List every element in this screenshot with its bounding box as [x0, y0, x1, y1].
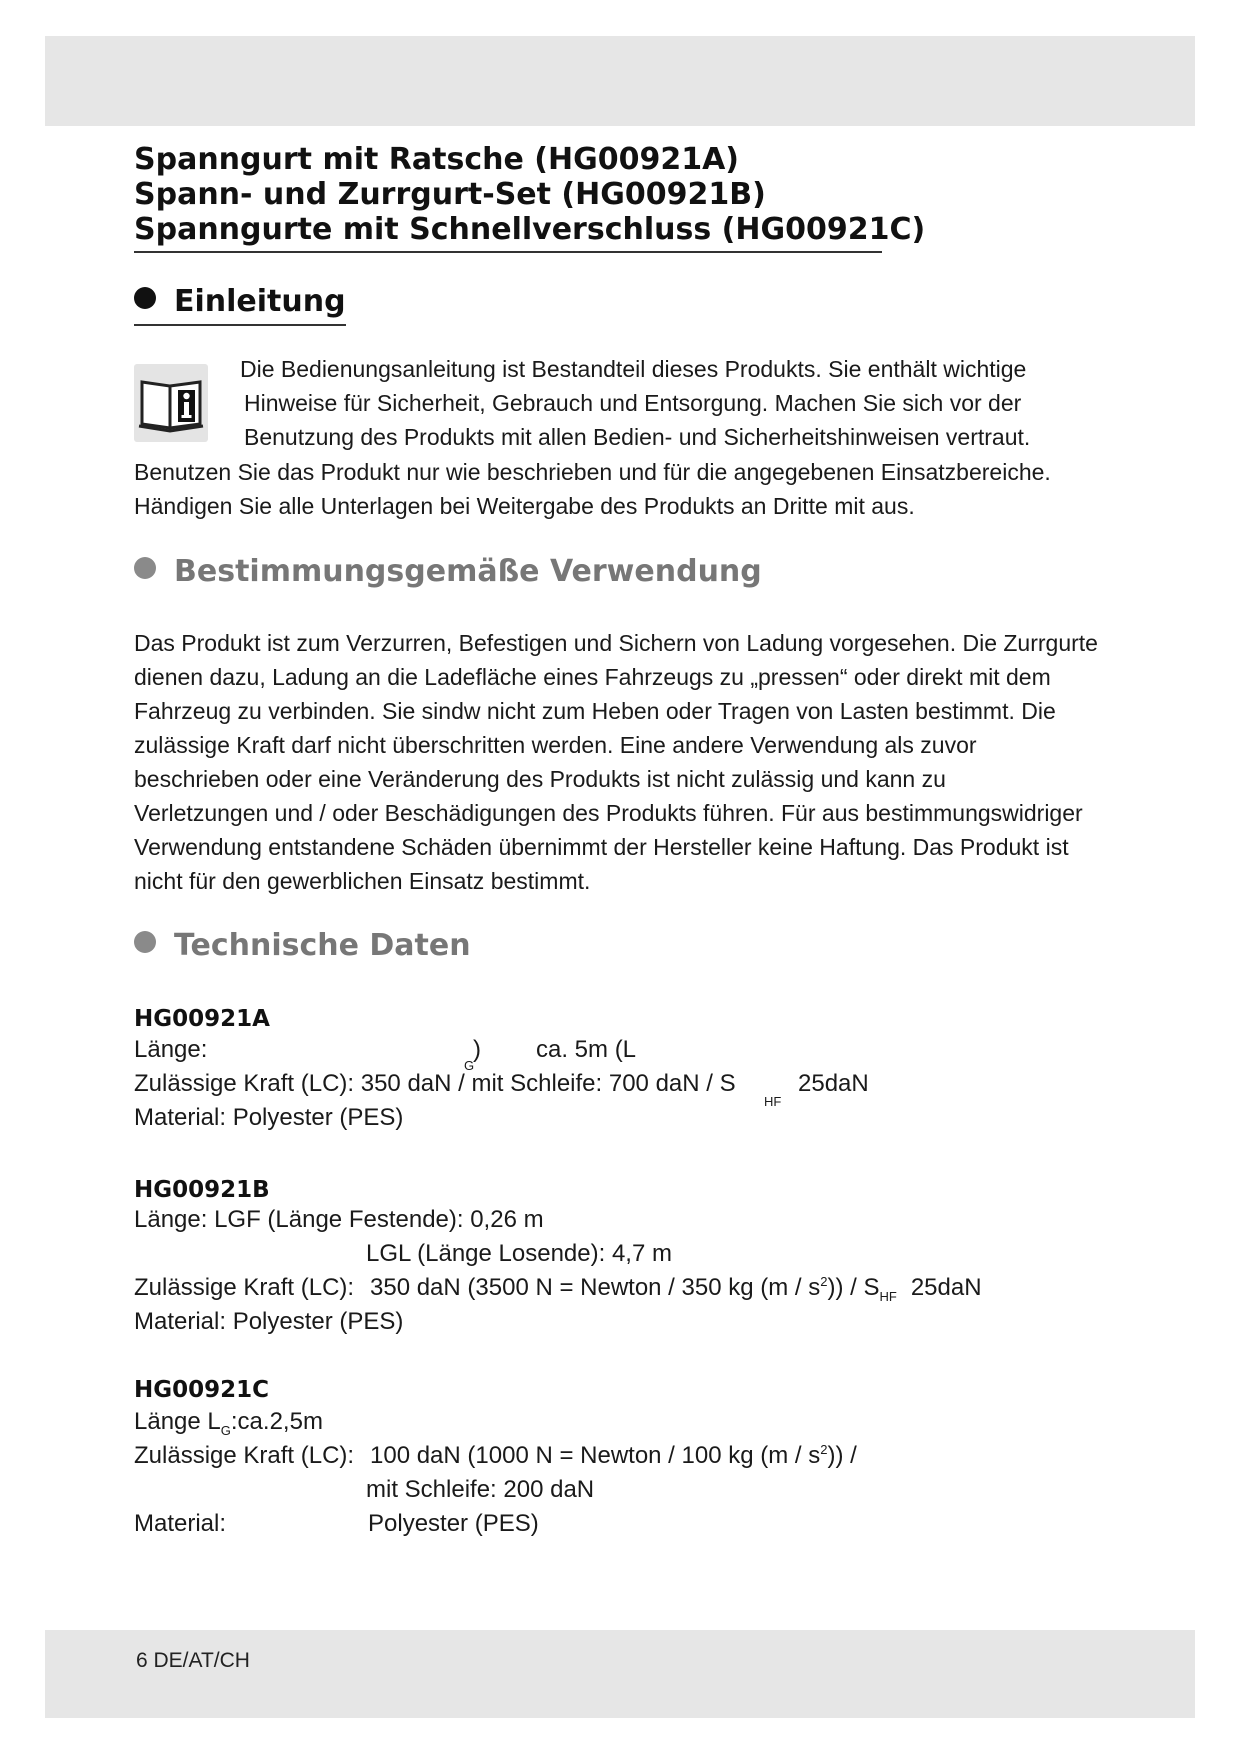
spec-a-force: Zulässige Kraft (LC): 350 daN / mit Schleife: 700 daN / S — [134, 1070, 736, 1097]
section-heading-intro: Einleitung — [134, 282, 346, 326]
usage-line-2: dienen dazu, Ladung an die Ladefläche eines Fahrzeugs zu „pressen“ oder direkt mit dem — [134, 664, 1051, 690]
model-heading-b: HG00921B — [134, 1177, 270, 1203]
spec-a-length-paren: ) — [473, 1036, 481, 1063]
info-book-icon — [134, 364, 208, 442]
spec-c-length: Länge $L_G:ca.2,5m$ — [134, 1408, 323, 1438]
spec-a-length-value: ca. 5m (L — [536, 1036, 637, 1063]
usage-line-6: Verletzungen und / oder Beschädigungen des Produkts führen. Für aus bestimmungswidriger — [134, 800, 1083, 826]
title-line-2: Spann- und Zurrgurt-Set (HG00921B) — [134, 177, 766, 212]
spec-c-force-label: Zulässige Kraft (LC): — [134, 1442, 355, 1469]
spec-b-force-value: 350 daN (3500 N = Newton / 350 kg $(m / s^2)) / S_{HF}$ 25daN — [370, 1274, 982, 1304]
intro-line-4: Benutzen Sie das Produkt nur wie beschrieben und für die angegebenen Einsatzbereiche. — [134, 459, 1051, 485]
usage-line-8: nicht für den gewerblichen Einsatz bestimmt. — [134, 868, 591, 894]
model-heading-c: HG00921C — [134, 1377, 270, 1403]
page-footer: 6 DE/AT/CH — [136, 1649, 250, 1672]
usage-line-4: zulässige Kraft darf nicht überschritten werden. Eine andere Verwendung als zuvor — [134, 732, 977, 758]
spec-a-length-label: Länge: — [134, 1036, 208, 1063]
section-heading-usage: Bestimmungsgemäße Verwendung — [134, 552, 762, 592]
spec-a-force-tail: 25daN — [798, 1070, 869, 1097]
spec-b-force-label: Zulässige Kraft (LC): — [134, 1274, 355, 1301]
intro-line-3: Benutzung des Produkts mit allen Bedien- und Sicherheitshinweisen vertraut. — [244, 424, 1031, 450]
spec-c-material-value: Polyester (PES) — [368, 1510, 539, 1537]
bullet-icon — [134, 557, 156, 579]
usage-line-1: Das Produkt ist zum Verzurren, Befestigen und Sichern von Ladung vorgesehen. Die Zurrgurte — [134, 630, 1098, 656]
document-title — [134, 142, 926, 253]
usage-line-5: beschrieben oder eine Veränderung des Produkts ist nicht zulässig und kann zu — [134, 766, 946, 792]
usage-line-7: Verwendung entstandene Schäden übernimmt der Hersteller keine Haftung. Das Produkt ist — [134, 834, 1069, 860]
bullet-icon — [134, 931, 156, 953]
footer-band — [45, 1630, 1195, 1718]
intro-line-2: Hinweise für Sicherheit, Gebrauch und Entsorgung. Machen Sie sich vor der — [244, 390, 1022, 416]
title-line-1: Spanngurt mit Ratsche (HG00921A) — [134, 142, 739, 177]
header-band — [45, 36, 1195, 126]
spec-b-length-1: Länge: LGF (Länge Festende): 0,26 m — [134, 1206, 544, 1233]
usage-line-3: Fahrzeug zu verbinden. Sie sindw nicht zum Heben oder Tragen von Lasten bestimmt. Die — [134, 698, 1056, 724]
intro-line-1: Die Bedienungsanleitung ist Bestandteil dieses Produkts. Sie enthält wichtige — [240, 356, 1027, 382]
spec-a-force-sub: HF — [764, 1094, 782, 1109]
spec-c-material-label: Material: — [134, 1510, 227, 1537]
spec-c-force-line-2: mit Schleife: 200 daN — [366, 1476, 595, 1503]
section-heading-tech: Technische Daten — [134, 926, 471, 966]
intro-line-5: Händigen Sie alle Unterlagen bei Weitergabe des Produkts an Dritte mit aus. — [134, 493, 915, 519]
spec-a-material: Material: Polyester (PES) — [134, 1104, 404, 1131]
spec-c-force-value: 100 daN (1000 N = Newton / 100 kg $(m / s^2)$) / — [370, 1442, 857, 1469]
spec-b-length-2: LGL (Länge Losende): 4,7 m — [366, 1240, 672, 1267]
model-heading-a: HG00921A — [134, 1006, 270, 1032]
bullet-icon — [134, 287, 156, 309]
spec-b-material: Material: Polyester (PES) — [134, 1308, 404, 1335]
title-line-3: Spanngurte mit Schnellverschluss (HG00921C) — [134, 212, 926, 247]
spec-a-length-sub: G — [464, 1058, 475, 1073]
